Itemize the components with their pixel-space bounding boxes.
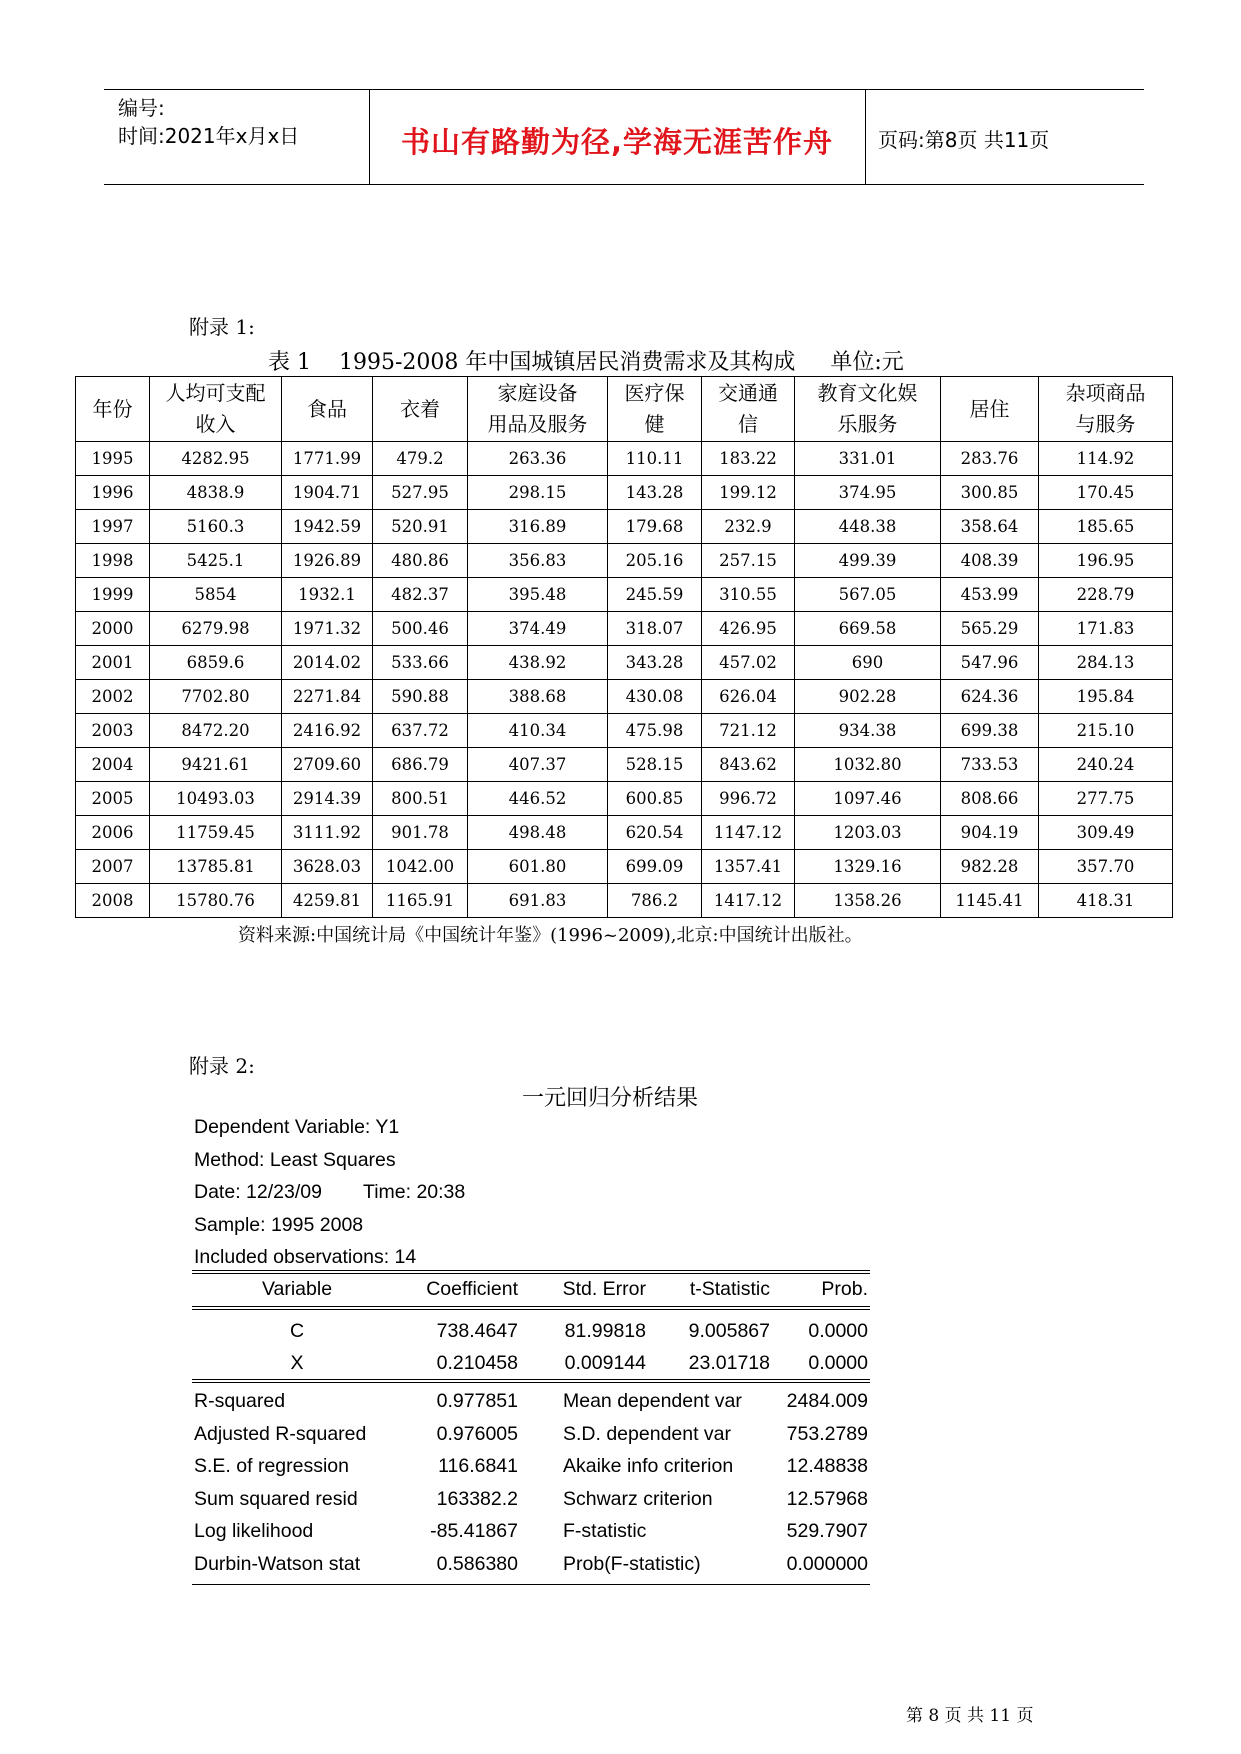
reg-rule-top <box>192 1270 870 1271</box>
reg-rule-mid <box>192 1379 870 1380</box>
stat-cell: S.E. of regression <box>194 1455 349 1478</box>
stat-cell: 0.976005 <box>436 1422 518 1445</box>
table-cell: 1971.32 <box>282 612 373 646</box>
observations-line: Included observations: 14 <box>194 1246 417 1268</box>
table-cell: 356.83 <box>468 544 608 578</box>
column-header: 家庭设备 用品及服务 <box>468 377 608 442</box>
table-cell: 1926.89 <box>282 544 373 578</box>
stat-cell: 12.48838 <box>786 1455 868 1478</box>
table-row <box>76 850 1173 884</box>
table-cell: 8472.20 <box>150 714 282 748</box>
stat-cell: Sum squared resid <box>194 1487 358 1510</box>
table-cell: 1999 <box>76 578 150 612</box>
reg-rule-bottom <box>192 1584 870 1585</box>
table-cell: 1998 <box>76 544 150 578</box>
table-row <box>76 442 1173 476</box>
table-cell: 185.65 <box>1039 510 1173 544</box>
table-cell: 374.95 <box>795 476 941 510</box>
table-row <box>76 510 1173 544</box>
table-cell: 590.88 <box>373 680 468 714</box>
table-cell: 179.68 <box>608 510 702 544</box>
table-cell: 475.98 <box>608 714 702 748</box>
coef-header: Variable <box>261 1278 333 1300</box>
stat-cell: 0.586380 <box>436 1553 518 1575</box>
table-cell: 527.95 <box>373 476 468 510</box>
table-cell: 669.58 <box>795 612 941 646</box>
table-cell: 283.76 <box>941 442 1039 476</box>
table-cell: 199.12 <box>702 476 795 510</box>
stat-cell: -85.41867 <box>430 1520 518 1543</box>
table-cell: 448.38 <box>795 510 941 544</box>
coef-cell: 81.99818 <box>564 1320 646 1342</box>
table-cell: 170.45 <box>1039 476 1173 510</box>
table-cell: 6859.6 <box>150 646 282 680</box>
table-cell: 620.54 <box>608 816 702 850</box>
table-cell: 547.96 <box>941 646 1039 680</box>
table-cell: 637.72 <box>373 714 468 748</box>
coef-cell: 0.210458 <box>436 1352 518 1374</box>
coef-cell: 0.0000 <box>808 1320 868 1342</box>
table-cell: 1165.91 <box>373 884 468 918</box>
table-cell: 934.38 <box>795 714 941 748</box>
table-cell: 426.95 <box>702 612 795 646</box>
header-right-cell <box>865 90 1144 184</box>
table-cell: 686.79 <box>373 748 468 782</box>
table-cell: 205.16 <box>608 544 702 578</box>
table-cell: 240.24 <box>1039 748 1173 782</box>
stat-cell: 12.57968 <box>786 1487 868 1510</box>
reg-rule-header-2 <box>192 1309 870 1310</box>
table-cell: 388.68 <box>468 680 608 714</box>
table-1-source: 资料来源:中国统计局《中国统计年鉴》(1996~2009),北京:中国统计出版社。 <box>238 925 863 946</box>
table-cell: 257.15 <box>702 544 795 578</box>
table-row <box>76 748 1173 782</box>
stat-cell: 0.977851 <box>436 1390 518 1412</box>
stat-cell: 753.2789 <box>786 1422 868 1445</box>
column-header: 居住 <box>941 377 1039 442</box>
appendix-2-label: 附录 2: <box>189 1054 255 1078</box>
table-cell: 395.48 <box>468 578 608 612</box>
table-cell: 10493.03 <box>150 782 282 816</box>
table-cell: 6279.98 <box>150 612 282 646</box>
table-cell: 343.28 <box>608 646 702 680</box>
table-cell: 9421.61 <box>150 748 282 782</box>
coef-cell: 0.009144 <box>564 1352 646 1374</box>
table-cell: 316.89 <box>468 510 608 544</box>
table-cell: 1329.16 <box>795 850 941 884</box>
table-row <box>76 816 1173 850</box>
dependent-variable-line: Dependent Variable: Y1 <box>194 1116 400 1138</box>
coef-cell: 9.005867 <box>688 1320 770 1342</box>
table-cell: 808.66 <box>941 782 1039 816</box>
table-cell: 624.36 <box>941 680 1039 714</box>
method-line: Method: Least Squares <box>194 1149 396 1171</box>
table-cell: 2007 <box>76 850 150 884</box>
table-cell: 499.39 <box>795 544 941 578</box>
table-cell: 1997 <box>76 510 150 544</box>
table-cell: 407.37 <box>468 748 608 782</box>
table-cell: 245.59 <box>608 578 702 612</box>
stat-cell: R-squared <box>194 1390 286 1412</box>
table-row <box>76 476 1173 510</box>
table-cell: 196.95 <box>1039 544 1173 578</box>
table-cell: 2001 <box>76 646 150 680</box>
table-cell: 277.75 <box>1039 782 1173 816</box>
table-1-caption: 表 1 1995-2008 年中国城镇居民消费需求及其构成 单位:元 <box>268 350 904 375</box>
coef-cell: X <box>290 1352 304 1374</box>
table-cell: 4259.81 <box>282 884 373 918</box>
table-cell: 567.05 <box>795 578 941 612</box>
table-cell: 699.09 <box>608 850 702 884</box>
table-cell: 4838.9 <box>150 476 282 510</box>
table-cell: 318.07 <box>608 612 702 646</box>
table-cell: 410.34 <box>468 714 608 748</box>
table-cell: 446.52 <box>468 782 608 816</box>
table-row <box>76 782 1173 816</box>
table-cell: 2914.39 <box>282 782 373 816</box>
appendix-1-label: 附录 1: <box>189 315 255 339</box>
table-cell: 300.85 <box>941 476 1039 510</box>
column-header: 交通通 信 <box>702 377 795 442</box>
table-row <box>76 578 1173 612</box>
table-cell: 331.01 <box>795 442 941 476</box>
stat-cell: 163382.2 <box>436 1487 518 1510</box>
table-cell: 408.39 <box>941 544 1039 578</box>
sample-line: Sample: 1995 2008 <box>194 1214 364 1236</box>
table-cell: 5160.3 <box>150 510 282 544</box>
table-cell: 2014.02 <box>282 646 373 680</box>
table-row <box>76 612 1173 646</box>
header-motto: 书山有路勤为径,学海无涯苦作舟 <box>400 125 834 159</box>
table-cell: 533.66 <box>373 646 468 680</box>
table-cell: 2002 <box>76 680 150 714</box>
table-cell: 843.62 <box>702 748 795 782</box>
table-cell: 215.10 <box>1039 714 1173 748</box>
table-cell: 1203.03 <box>795 816 941 850</box>
table-cell: 15780.76 <box>150 884 282 918</box>
table-cell: 626.04 <box>702 680 795 714</box>
table-cell: 1357.41 <box>702 850 795 884</box>
doc-time-label: 时间:2021年x月x日 <box>118 124 300 148</box>
table-header-row <box>76 377 1173 442</box>
coef-header: t-Statistic <box>689 1278 770 1300</box>
regression-title: 一元回归分析结果 <box>522 1086 699 1111</box>
table-cell: 691.83 <box>468 884 608 918</box>
table-cell: 430.08 <box>608 680 702 714</box>
table-cell: 457.02 <box>702 646 795 680</box>
table-cell: 2003 <box>76 714 150 748</box>
table-row <box>76 714 1173 748</box>
stat-cell: Prob(F-statistic) <box>563 1553 701 1575</box>
table-cell: 143.28 <box>608 476 702 510</box>
stat-cell: 116.6841 <box>438 1455 518 1478</box>
table-cell: 5854 <box>150 578 282 612</box>
coef-cell: 23.01718 <box>688 1352 770 1374</box>
stat-cell: Adjusted R-squared <box>194 1422 367 1445</box>
table-cell: 358.64 <box>941 510 1039 544</box>
table-cell: 996.72 <box>702 782 795 816</box>
table-cell: 3628.03 <box>282 850 373 884</box>
table-cell: 195.84 <box>1039 680 1173 714</box>
time-line: Time: 20:38 <box>363 1181 466 1203</box>
table-cell: 263.36 <box>468 442 608 476</box>
table-cell: 171.83 <box>1039 612 1173 646</box>
table-cell: 110.11 <box>608 442 702 476</box>
page-header <box>104 89 1144 185</box>
coef-header: Coefficient <box>426 1278 518 1300</box>
table-cell: 601.80 <box>468 850 608 884</box>
column-header: 食品 <box>282 377 373 442</box>
table-cell: 699.38 <box>941 714 1039 748</box>
column-header: 医疗保 健 <box>608 377 702 442</box>
table-cell: 479.2 <box>373 442 468 476</box>
table-cell: 2709.60 <box>282 748 373 782</box>
stat-cell: Mean dependent var <box>563 1390 742 1412</box>
table-cell: 309.49 <box>1039 816 1173 850</box>
table-cell: 1932.1 <box>282 578 373 612</box>
stat-cell: 2484.009 <box>786 1390 868 1412</box>
page-footer: 第 8 页 共 11 页 <box>906 1706 1034 1726</box>
stat-cell: Akaike info criterion <box>563 1455 734 1478</box>
table-row <box>76 544 1173 578</box>
table-cell: 733.53 <box>941 748 1039 782</box>
stat-cell: F-statistic <box>563 1520 647 1543</box>
table-cell: 2416.92 <box>282 714 373 748</box>
table-cell: 11759.45 <box>150 816 282 850</box>
stat-cell: 529.7907 <box>786 1520 868 1543</box>
stat-cell: Schwarz criterion <box>563 1487 713 1510</box>
table-cell: 13785.81 <box>150 850 282 884</box>
table-cell: 310.55 <box>702 578 795 612</box>
reg-rule-header <box>192 1306 870 1307</box>
table-cell: 1042.00 <box>373 850 468 884</box>
table-cell: 4282.95 <box>150 442 282 476</box>
table-cell: 482.37 <box>373 578 468 612</box>
table-cell: 902.28 <box>795 680 941 714</box>
consumption-table <box>75 376 1173 918</box>
reg-rule-mid-2 <box>192 1382 870 1383</box>
table-cell: 374.49 <box>468 612 608 646</box>
table-cell: 1358.26 <box>795 884 941 918</box>
table-cell: 1942.59 <box>282 510 373 544</box>
doc-number-label: 编号: <box>118 96 165 120</box>
table-cell: 1032.80 <box>795 748 941 782</box>
table-cell: 2006 <box>76 816 150 850</box>
table-cell: 1417.12 <box>702 884 795 918</box>
date-line: Date: 12/23/09 <box>194 1181 322 1203</box>
table-cell: 438.92 <box>468 646 608 680</box>
reg-rule-top-2 <box>192 1273 870 1274</box>
table-cell: 498.48 <box>468 816 608 850</box>
table-cell: 1771.99 <box>282 442 373 476</box>
table-cell: 800.51 <box>373 782 468 816</box>
coef-cell: 0.0000 <box>808 1352 868 1374</box>
table-cell: 600.85 <box>608 782 702 816</box>
table-cell: 453.99 <box>941 578 1039 612</box>
table-row <box>76 646 1173 680</box>
table-cell: 2000 <box>76 612 150 646</box>
header-left-cell <box>104 90 370 184</box>
stat-cell: 0.000000 <box>786 1553 868 1575</box>
column-header: 教育文化娱 乐服务 <box>795 377 941 442</box>
table-cell: 786.2 <box>608 884 702 918</box>
stat-cell: S.D. dependent var <box>563 1422 732 1445</box>
coef-cell: 738.4647 <box>436 1320 518 1342</box>
table-cell: 2008 <box>76 884 150 918</box>
table-cell: 1996 <box>76 476 150 510</box>
table-cell: 357.70 <box>1039 850 1173 884</box>
table-cell: 418.31 <box>1039 884 1173 918</box>
table-body <box>76 442 1173 918</box>
table-cell: 721.12 <box>702 714 795 748</box>
stat-cell: Log likelihood <box>194 1520 314 1543</box>
table-cell: 1995 <box>76 442 150 476</box>
table-cell: 690 <box>795 646 941 680</box>
table-cell: 500.46 <box>373 612 468 646</box>
column-header: 杂项商品 与服务 <box>1039 377 1173 442</box>
column-header: 人均可支配 收入 <box>150 377 282 442</box>
table-cell: 183.22 <box>702 442 795 476</box>
table-cell: 520.91 <box>373 510 468 544</box>
table-cell: 232.9 <box>702 510 795 544</box>
table-row <box>76 680 1173 714</box>
table-cell: 901.78 <box>373 816 468 850</box>
column-header: 年份 <box>76 377 150 442</box>
table-cell: 565.29 <box>941 612 1039 646</box>
table-cell: 5425.1 <box>150 544 282 578</box>
table-cell: 298.15 <box>468 476 608 510</box>
coef-cell: C <box>289 1320 305 1342</box>
table-cell: 1145.41 <box>941 884 1039 918</box>
header-page-label: 页码:第8页 共11页 <box>878 128 1050 152</box>
table-cell: 7702.80 <box>150 680 282 714</box>
table-cell: 2005 <box>76 782 150 816</box>
header-middle-cell <box>369 90 866 184</box>
table-cell: 904.19 <box>941 816 1039 850</box>
table-cell: 982.28 <box>941 850 1039 884</box>
coef-header: Std. Error <box>562 1278 646 1300</box>
table-cell: 228.79 <box>1039 578 1173 612</box>
table-cell: 2271.84 <box>282 680 373 714</box>
table-cell: 1147.12 <box>702 816 795 850</box>
table-cell: 480.86 <box>373 544 468 578</box>
column-header: 衣着 <box>373 377 468 442</box>
table-cell: 2004 <box>76 748 150 782</box>
table-cell: 284.13 <box>1039 646 1173 680</box>
table-cell: 1097.46 <box>795 782 941 816</box>
table-cell: 114.92 <box>1039 442 1173 476</box>
coef-header: Prob. <box>821 1278 868 1300</box>
stat-cell: Durbin-Watson stat <box>194 1553 361 1575</box>
table-cell: 3111.92 <box>282 816 373 850</box>
table-row <box>76 884 1173 918</box>
table-cell: 1904.71 <box>282 476 373 510</box>
table-cell: 528.15 <box>608 748 702 782</box>
